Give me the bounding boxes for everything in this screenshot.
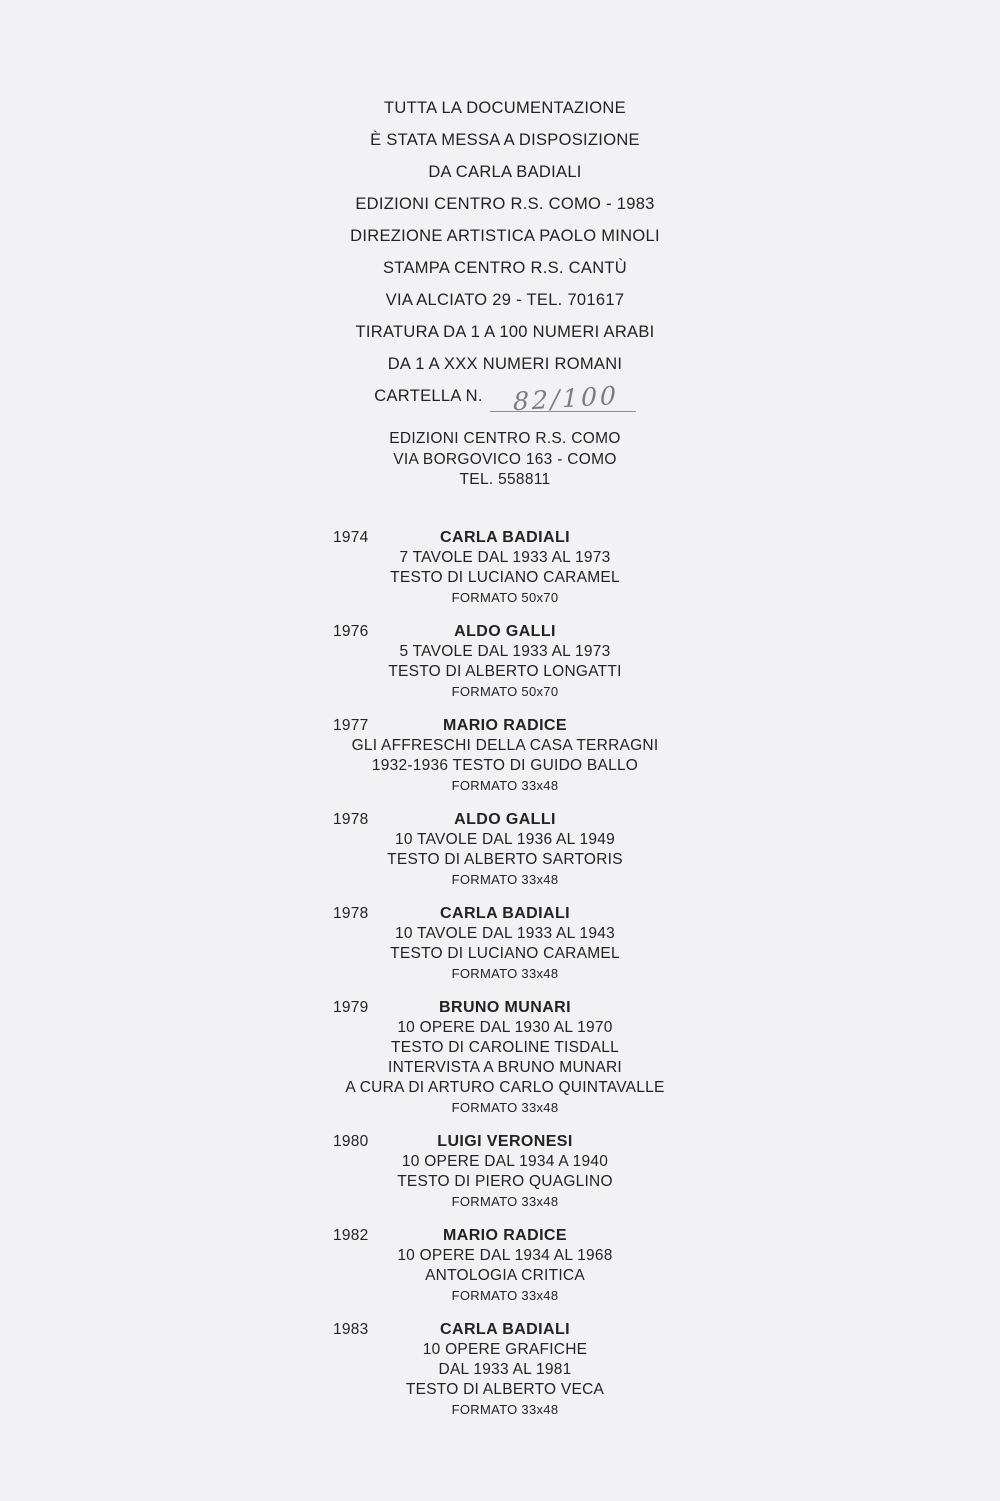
entry-year: 1983 [333,1321,369,1338]
entry-year: 1980 [333,1133,369,1150]
entry-year: 1979 [333,999,369,1016]
entry-format: FORMATO 50x70 [451,590,559,605]
entry-artist: BRUNO MUNARI [439,999,571,1016]
cartella-row [10,380,1000,417]
colophon-line: DIREZIONE ARTISTICA PAOLO MINOLI [350,227,660,245]
colophon-line: TUTTA LA DOCUMENTAZIONE [384,99,626,117]
entry-detail: 10 TAVOLE DAL 1936 AL 1949 [395,831,615,848]
catalog-list [10,528,1000,1434]
entry-year: 1976 [333,623,369,640]
entry-format: FORMATO 33x48 [451,1288,559,1303]
cartella-underline [490,380,636,417]
publisher-line: EDIZIONI CENTRO R.S. COMO [389,430,621,447]
entry-year: 1982 [333,1227,369,1244]
catalog-entry [10,716,1000,796]
entry-detail: TESTO DI CAROLINE TISDALL [391,1039,619,1056]
catalog-entry [10,1132,1000,1212]
catalog-entry [10,528,1000,608]
entry-detail: 10 OPERE DAL 1930 AL 1970 [397,1019,613,1036]
entry-year: 1977 [333,717,369,734]
entry-artist: ALDO GALLI [454,811,556,828]
entry-detail: 1932-1936 TESTO DI GUIDO BALLO [371,757,639,774]
catalog-entry [10,1226,1000,1306]
colophon-line: STAMPA CENTRO R.S. CANTÙ [382,259,628,277]
colophon-line: DA CARLA BADIALI [428,163,582,181]
cartella-label: CARTELLA N. [374,387,483,405]
entry-artist: LUIGI VERONESI [437,1133,573,1150]
colophon-line: DA 1 A XXX NUMERI ROMANI [387,355,623,373]
entry-detail: ANTOLOGIA CRITICA [425,1267,585,1284]
entry-artist: MARIO RADICE [443,717,567,734]
publisher-line: VIA BORGOVICO 163 - COMO [393,450,617,468]
entry-detail: TESTO DI LUCIANO CARAMEL [390,945,620,962]
entry-detail: TESTO DI ALBERTO VECA [405,1381,605,1398]
entry-detail: 5 TAVOLE DAL 1933 AL 1973 [399,643,611,660]
entry-detail: 10 TAVOLE DAL 1933 AL 1943 [395,925,615,942]
entry-artist: ALDO GALLI [454,623,556,640]
catalog-entry [10,1320,1000,1420]
entry-format: FORMATO 33x48 [451,966,559,981]
entry-format: FORMATO 33x48 [451,1194,559,1209]
entry-detail: A CURA DI ARTURO CARLO QUINTAVALLE [345,1079,665,1096]
catalog-entry [10,998,1000,1118]
entry-detail: TESTO DI LUCIANO CARAMEL [390,569,620,586]
entry-detail: 10 OPERE GRAFICHE [422,1341,588,1358]
colophon-line: EDIZIONI CENTRO R.S. COMO - 1983 [355,195,655,213]
entry-format: FORMATO 50x70 [451,684,559,699]
entry-detail: DAL 1933 AL 1981 [438,1361,572,1378]
entry-detail: TESTO DI ALBERTO SARTORIS [387,851,623,868]
catalog-entry [10,904,1000,984]
entry-detail: TESTO DI ALBERTO LONGATTI [388,663,622,680]
catalog-entry [10,622,1000,702]
cartella-handwritten-number: 82/100 [512,380,619,417]
entry-artist: CARLA BADIALI [440,529,570,546]
entry-format: FORMATO 33x48 [451,1100,559,1115]
colophon-line: TIRATURA DA 1 A 100 NUMERI ARABI [355,323,655,341]
entry-artist: CARLA BADIALI [440,1321,570,1338]
entry-year: 1978 [333,811,369,828]
entry-artist: MARIO RADICE [443,1227,567,1244]
entry-year: 1974 [333,529,369,546]
entry-detail: TESTO DI PIERO QUAGLINO [397,1173,613,1190]
entry-year: 1978 [333,905,369,922]
entry-format: FORMATO 33x48 [451,1402,559,1417]
entry-detail: 7 TAVOLE DAL 1933 AL 1973 [399,549,611,566]
publisher-address-block [10,429,1000,491]
entry-format: FORMATO 33x48 [451,872,559,887]
entry-detail: 10 OPERE DAL 1934 A 1940 [401,1153,609,1170]
colophon-line: VIA ALCIATO 29 - TEL. 701617 [385,291,625,309]
publisher-line: TEL. 558811 [459,471,551,488]
entry-detail: INTERVISTA A BRUNO MUNARI [388,1059,622,1076]
colophon-line: È STATA MESSA A DISPOSIZIONE [370,131,640,149]
entry-detail: GLI AFFRESCHI DELLA CASA TERRAGNI [351,737,659,754]
entry-detail: 10 OPERE DAL 1934 AL 1968 [397,1247,613,1264]
entry-format: FORMATO 33x48 [451,778,559,793]
entry-artist: CARLA BADIALI [440,905,570,922]
catalog-entry [10,810,1000,890]
colophon-block [10,92,1000,417]
